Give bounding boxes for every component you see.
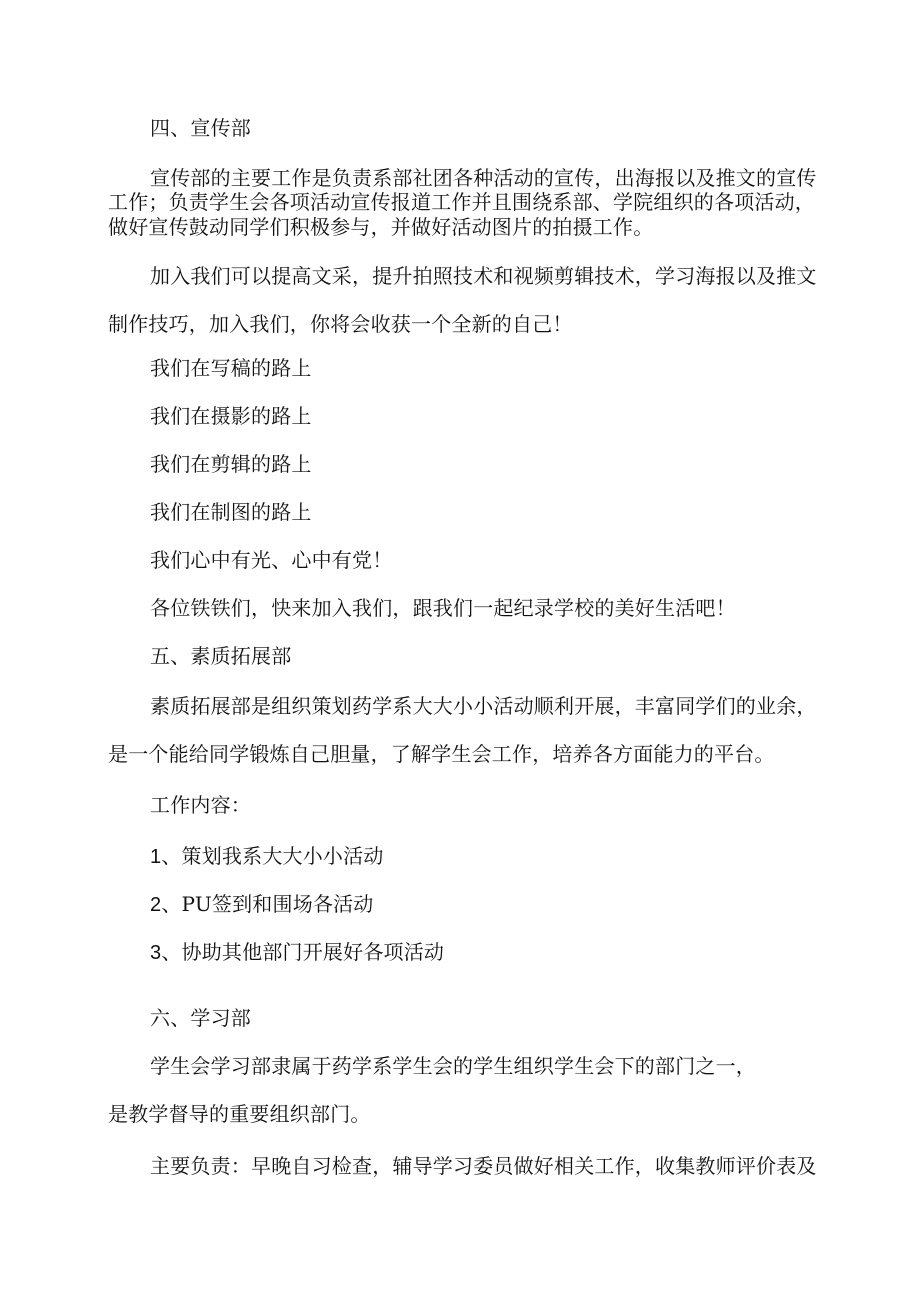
paragraph-line: 是教学督导的重要组织部门。 — [108, 1102, 371, 1126]
paragraph-line: 工作；负责学生会各项活动宣传报道工作并且围绕系部、学院组织的各项活动， — [108, 190, 815, 214]
paragraph-line: 加入我们可以提高文采，提升拍照技术和视频剪辑技术，学习海报以及推文 — [150, 264, 817, 288]
list-item-number: 3 — [150, 942, 162, 964]
list-item — [150, 891, 374, 918]
list-item — [150, 843, 384, 870]
list-item-text: 、PU签到和围场各活动 — [161, 892, 374, 916]
paragraph-line: 宣传部的主要工作是负责系部社团各种活动的宣传，出海报以及推文的宣传 — [150, 166, 817, 190]
slogan-line: 各位铁铁们，快来加入我们，跟我们一起纪录学校的美好生活吧！ — [150, 596, 736, 620]
list-item — [150, 939, 444, 966]
work-content-label: 工作内容： — [150, 793, 251, 817]
section-heading-quality-expansion: 五、素质拓展部 — [150, 644, 292, 668]
paragraph-line: 学生会学习部隶属于药学系学生会的学生组织学生会下的部门之一， — [150, 1054, 756, 1078]
paragraph-line: 素质拓展部是组织策划药学系大大小小活动顺利开展，丰富同学们的业余， — [150, 694, 817, 718]
list-item-text: 、策划我系大大小小活动 — [161, 844, 384, 868]
slogan-line: 我们在剪辑的路上 — [150, 452, 312, 476]
slogan-line: 我们在写稿的路上 — [150, 356, 312, 380]
slogan-line: 我们在制图的路上 — [150, 500, 312, 524]
slogan-line: 我们心中有光、心中有党！ — [150, 548, 393, 572]
list-item-number: 1 — [150, 846, 162, 868]
section-heading-study: 六、学习部 — [150, 1006, 251, 1030]
section-heading-publicity: 四、宣传部 — [150, 116, 251, 140]
paragraph-line: 主要负责：早晚自习检查，辅导学习委员做好相关工作，收集教师评价表及 — [150, 1154, 817, 1178]
paragraph-line: 制作技巧，加入我们，你将会收获一个全新的自己！ — [108, 312, 573, 336]
slogan-line: 我们在摄影的路上 — [150, 404, 312, 428]
list-item-text: 、协助其他部门开展好各项活动 — [161, 940, 445, 964]
paragraph-line: 做好宣传鼓动同学们积极参与，并做好活动图片的拍摄工作。 — [108, 215, 654, 239]
list-item-number: 2 — [150, 894, 162, 916]
paragraph-line: 是一个能给同学锻炼自己胆量，了解学生会工作，培养各方面能力的平台。 — [108, 742, 775, 766]
